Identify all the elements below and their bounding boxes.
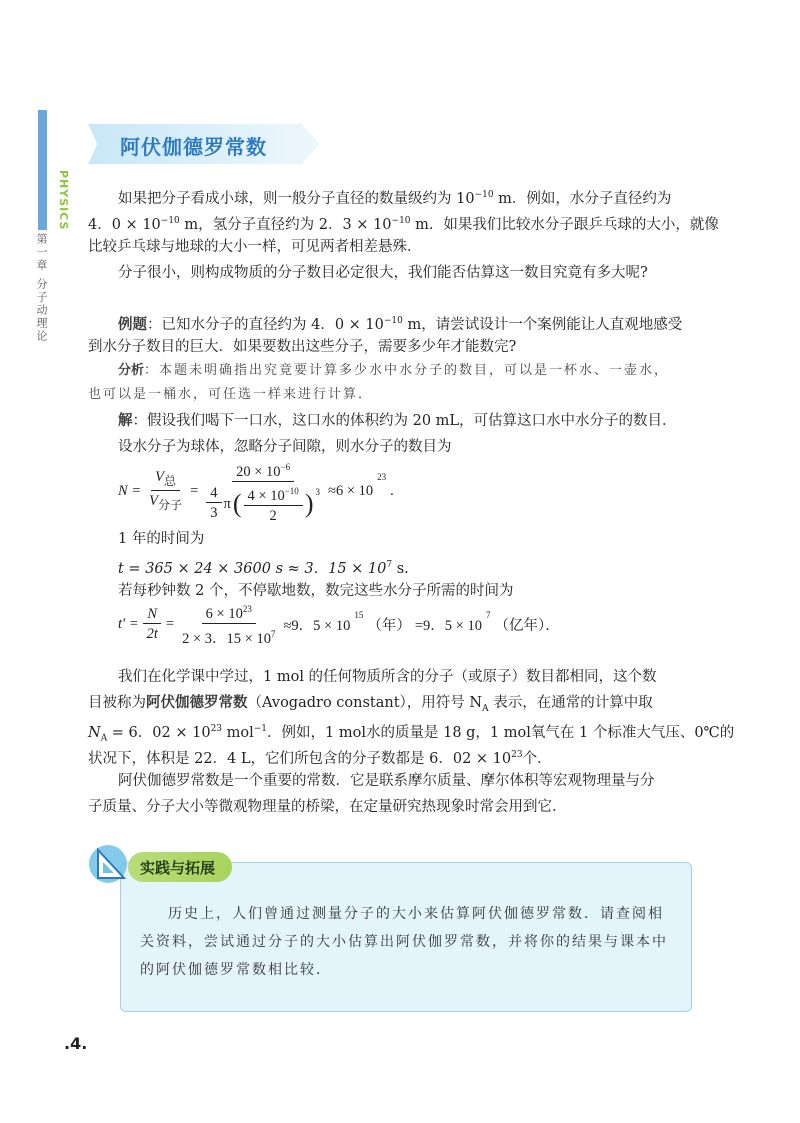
formula-count-time: t′ = $\frac{N}{2t}$ = $\frac{6 \times 10^{23}}{2 \times 3.15 \times 10^7}$ ≈9．5 × 10 $^{15}$ （年） =9．5 × 10 $^7$ （亿年）． [118, 600, 560, 649]
example-line-2: 到水分子数目的巨大．如果要数出这些分子，需要多少年才能数完? [88, 339, 517, 355]
year-line: 1 年的时间为 [118, 531, 205, 547]
count-line: 若每秒钟数 2 个，不停歇地数，数完这些水分子所需的时间为 [118, 583, 514, 599]
avogadro-line-1: 我们在化学课中学过，1 mol 的任何物质所含的分子（或原子）数目都相同，这个数 [118, 669, 657, 685]
avogadro-line-2: 目被称为阿伏伽德罗常数（Avogadro constant），用符号 $N_A$ 表示，在通常的计算中取 [88, 695, 653, 714]
chapter-label: 第一章 [35, 233, 48, 272]
example-label: 例题 [118, 316, 147, 333]
analysis-label: 分析 [118, 363, 145, 378]
intro-paragraph-2: 分子很小，则构成物质的分子数目必定很大，我们能否估算这一数目究竟有多大呢? [118, 265, 648, 281]
topic-label: 分子动理论 [35, 278, 48, 343]
avogadro-line-3: $N_A = 6$．$02 \times 10^{23}$ mol$^{-1}$．例如，1 mol水的质量是 18 g，1 mol氧气在 1 个标准大气压、0℃的 [88, 724, 735, 744]
analysis-line-2: 也可以是一桶水，可任选一样来进行计算． [88, 387, 374, 402]
avogadro-p2-line-1: 阿伏伽德罗常数是一个重要的常数．它是联系摩尔质量、摩尔体积等宏观物理量与分 [118, 773, 655, 789]
intro-line-3: 比较乒乓球与地球的大小一样，可见两者相差悬殊． [88, 239, 422, 255]
formula-seconds: t = 365 × 24 × 3600 s ≈ 3．$15 \times 10^7$ s. [118, 560, 409, 577]
practice-text: 历史上，人们曾通过测量分子的大小来估算阿伏伽德罗常数．请查阅相关资料，尝试通过分子的大小估算出阿伏伽罗常数，并将你的结果与课本中的阿伏伽德罗常数相比较． [140, 906, 668, 978]
example-line-1: 例题：已知水分子的直径约为 4．$0 \times 10^{-10}$ m，请尝试设计一个案例能让人直观地感受 [118, 316, 683, 333]
page-title: 阿伏伽德罗常数 [120, 135, 267, 159]
page-number: .4. [64, 1034, 88, 1053]
intro-line-1: 如果把分子看成小球，则一般分子直径的数量级约为 $10^{-10}$ m．例如，水分子直径约为 [118, 190, 672, 207]
analysis-line-1: 分析：本题未明确指出究竟要计算多少水中水分子的数目，可以是一杯水、一壶水， [118, 363, 670, 378]
solution-label: 解 [118, 413, 133, 429]
practice-label: 实践与拓展 [140, 859, 216, 877]
avogadro-p2-line-2: 子质量、分子大小等微观物理量的桥梁，在定量研究热现象时常会用到它． [88, 799, 567, 815]
avogadro-line-4: 状况下，体积是 22．4 L，它们所包含的分子数都是 6．$02 \times 10^{23}$个． [88, 750, 552, 767]
formula-molecule-count: N = $\frac{V_总}{V_{分子}}$ = $20 \times 10^{-6}$ $\frac{4}{3}$ π ( $\frac{4 \times 10^{-10}}{2}$ ) $^3$ ≈6 × 10 23 . [118, 458, 394, 526]
solution-line-2: 设水分子为球体，忽略分子间隙，则水分子的数目为 [118, 439, 452, 455]
avogadro-term: 阿伏伽德罗常数 [146, 695, 248, 711]
intro-line-2: 4．$0 \times 10^{-10}$ m，氢分子直径约为 2．$3 \times 10^{-10}$ m．如果我们比较水分子跟乒乓球的大小，就像 [88, 216, 719, 233]
subject-label: PHYSICS [57, 170, 70, 231]
solution-line-1: 解：假设我们喝下一口水，这口水的体积约为 20 mL，可估算这口水中水分子的数目． [118, 413, 677, 429]
